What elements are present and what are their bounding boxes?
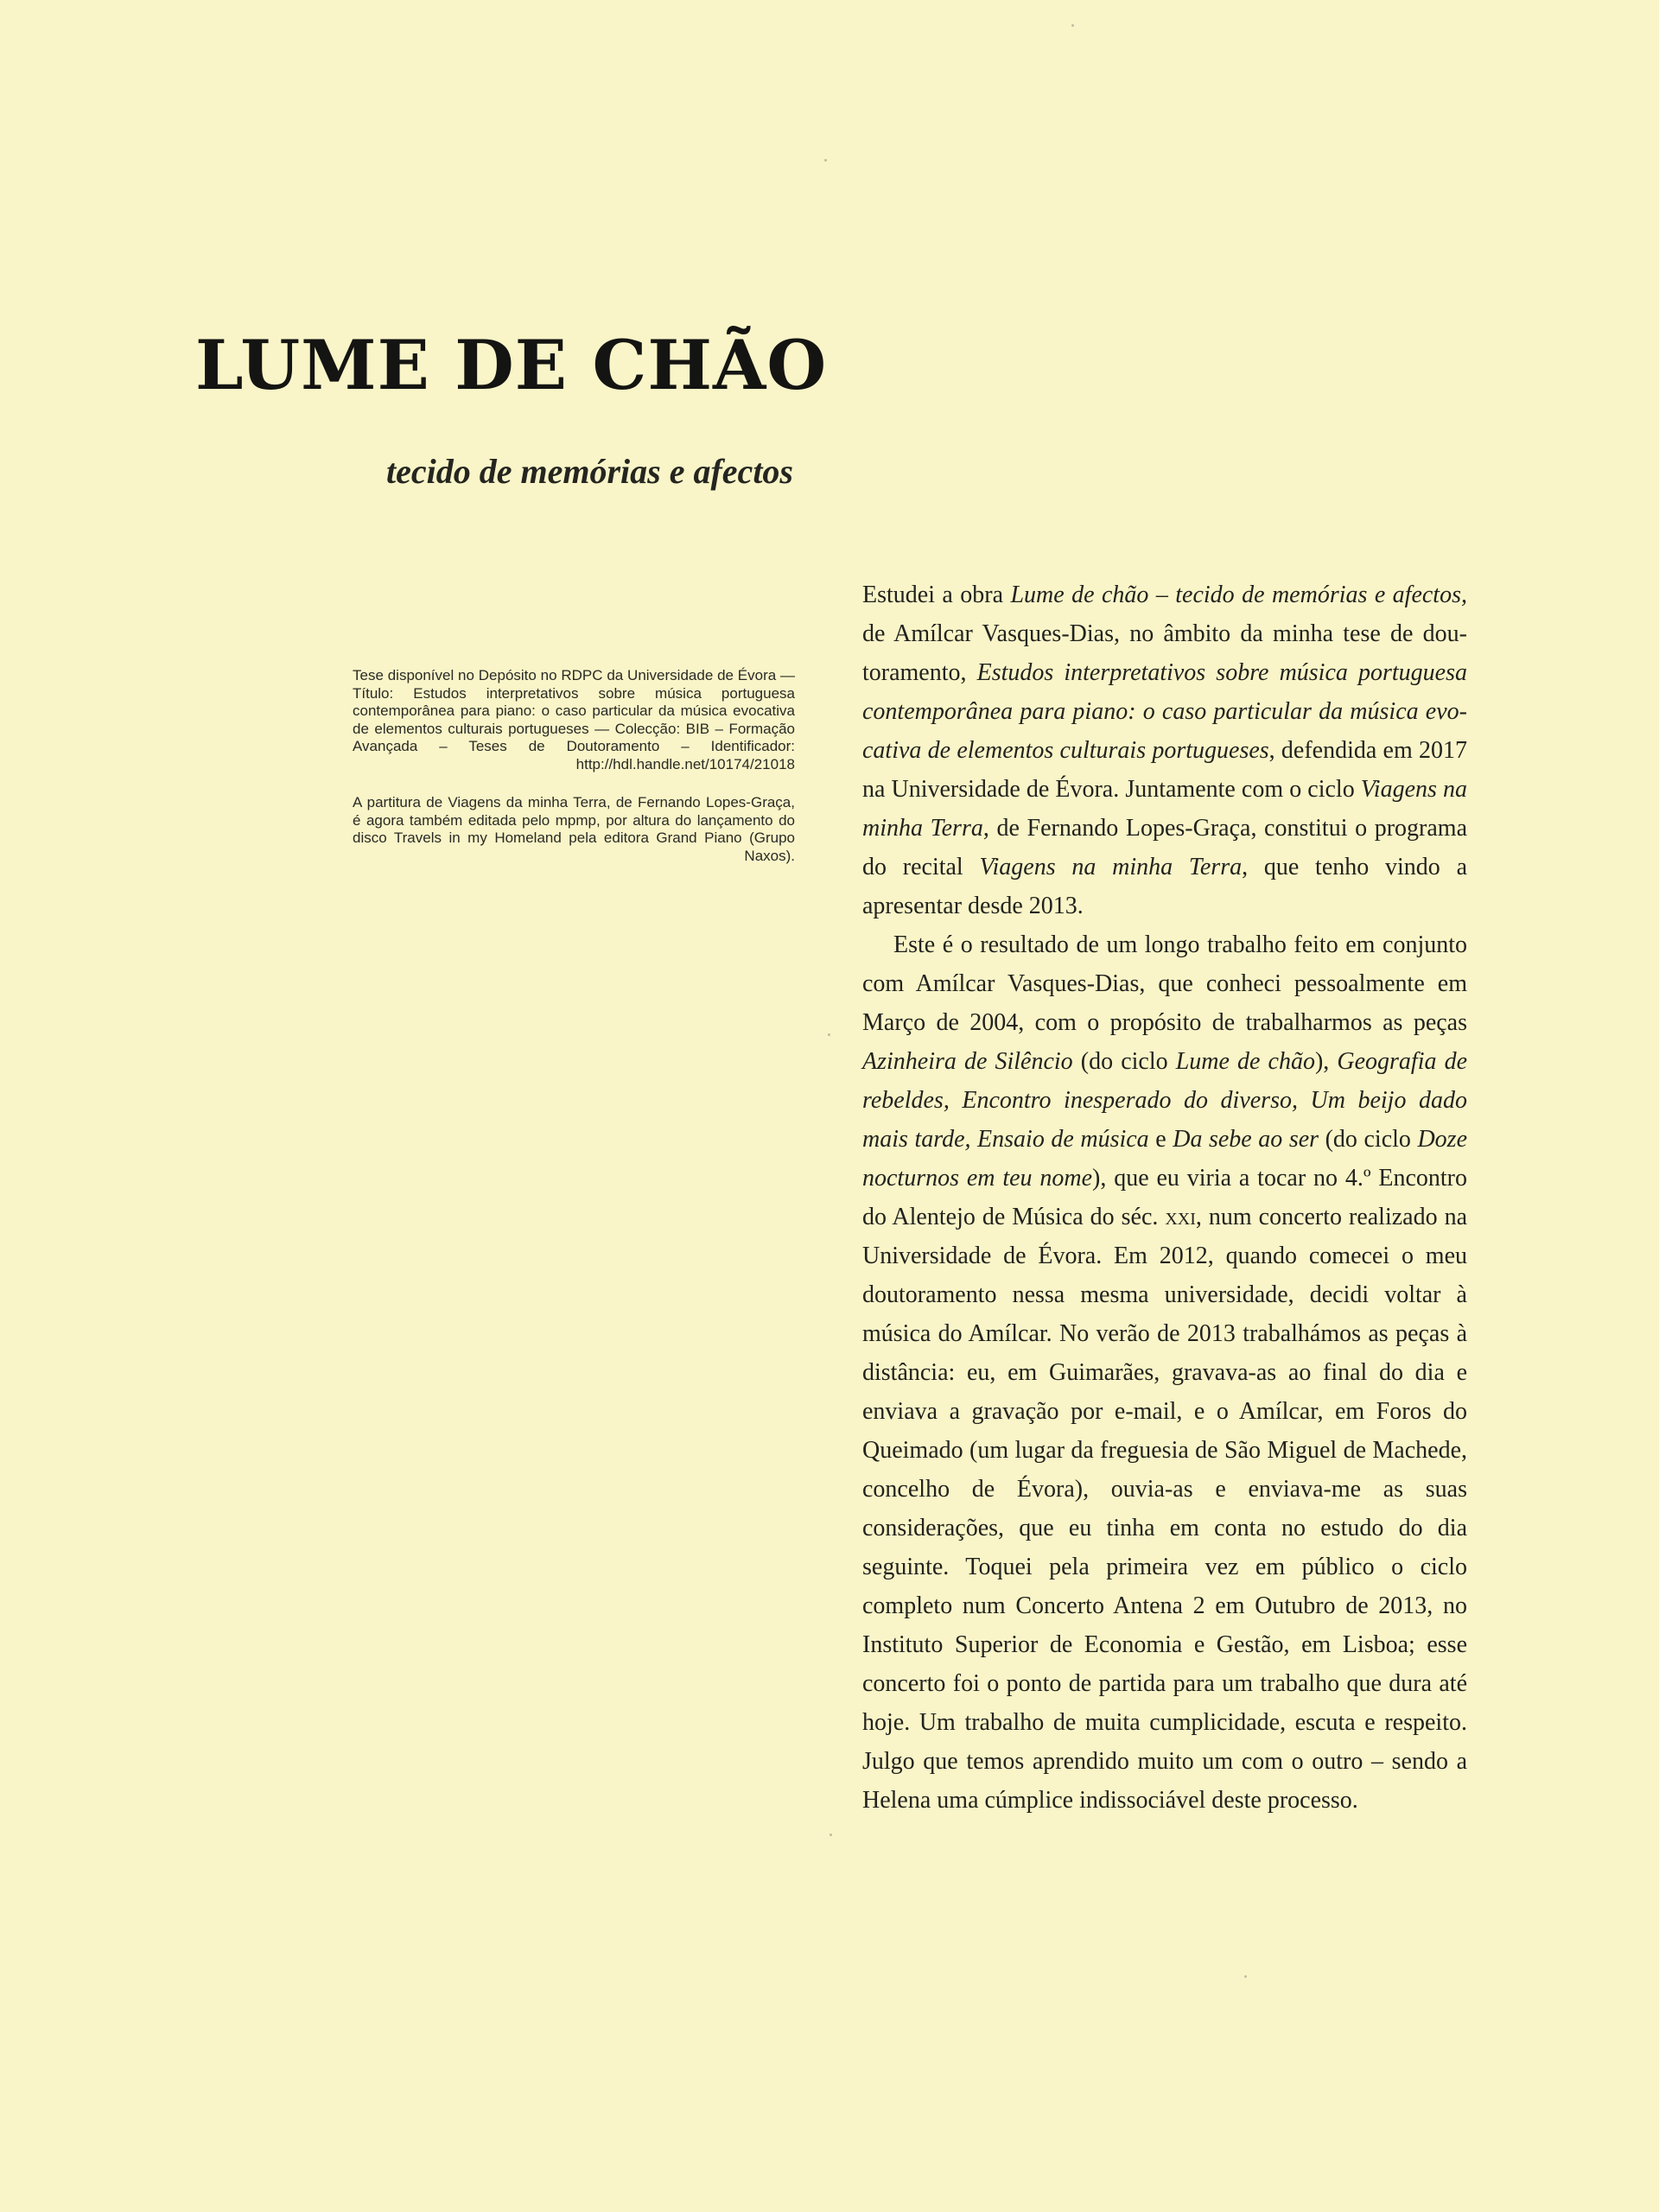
text-run: de Amílcar Vasques-Dias, no âmbito da minha tese de doutoramento, (862, 620, 1467, 686)
text-run: ), que eu viria a tocar no 4.º Encontro do Alentejo de Música do séc. (862, 1165, 1467, 1230)
thesis-note: Tese disponível no Depósito no RDPC da Universidade de Évora — Título: Estudos interpretativos sobre música portuguesa contemporânea para piano: o caso particular da música evocativa de elementos culturais portugueses — Colecção: BIB – Formação Avançada – Teses de Doutoramento – Identificador: http://hdl.handle.net/10174/21018 (353, 667, 795, 772)
italic-run: Estudos interpretativos sobre música portuguesa contemporânea para piano: o caso particular da música evocativa de elementos culturais portugueses (862, 659, 1467, 764)
paper-speck (1071, 24, 1074, 27)
main-text (862, 575, 1467, 1820)
text-run: , de Fernando Lopes-Graça, constitui o programa do recital (862, 815, 1467, 880)
paper-speck (824, 159, 827, 162)
text-run: Este é o resultado de um longo trabalho feito em conjunto com Amílcar Vasques-Dias, que conheci pessoalmente em Março de 2004, com o propósito de trabalharmos as peças (862, 931, 1467, 1036)
italic-run: Viagens na minha Terra (979, 854, 1243, 880)
text-run: (do ciclo (1072, 1048, 1176, 1075)
paper-speck (1244, 1975, 1247, 1978)
italic-run: Doze nocturnos em teu nome (862, 1126, 1467, 1192)
page-subtitle: tecido de memórias e afectos (386, 452, 793, 491)
italic-run: Lume de chão – tecido de memórias e afectos, (1010, 582, 1467, 608)
paper-speck (830, 1834, 832, 1836)
italic-run: Geografia de rebeldes, Encontro inesperado do diverso, Um beijo dado mais tarde, Ensaio de música (862, 1048, 1468, 1153)
italic-run: Da sebe ao ser (1173, 1126, 1319, 1153)
text-run: Estudei a obra (862, 582, 1011, 608)
score-note: A partitura de Viagens da minha Terra, de Fernando Lopes-Graça, é agora também editada pelo mpmp, por altura do lançamento do disco Travels in my Homeland pela editora Grand Piano (Grupo Naxos). (353, 794, 795, 864)
page-title: LUME DE CHÃO (195, 325, 828, 405)
paragraph-2 (862, 925, 1467, 1820)
text-run: (do ciclo (1319, 1126, 1418, 1153)
text-run: , num concerto realizado na Universidade de Évora. Em 2012, quando comecei o meu doutoramento nessa mesma universidade, decidi voltar à música do Amílcar. No verão de 2013 trabalhámos as peças à distância: eu, em Guimarães, gravava-as ao final do dia e enviava a gravação por e-mail, e o Amílcar, em Foros do Queimado (um lugar da freguesia de São Miguel de Machede, concelho de Évora), ouvia-as e enviava-me as suas considerações, que eu tinha em conta no estudo do dia seguinte. Toquei pela primeira vez em público o ciclo completo num Concerto Antena 2 em Outubro de 2013, no Instituto Superior de Economia e Gestão, em Lisboa; esse concerto foi o ponto de partida para um trabalho que dura até hoje. Um trabalho de muita cumplicidade, escuta e respeito. Julgo que temos aprendido muito um com o outro – sendo a Helena uma cúmplice indissociável deste processo. (862, 1204, 1468, 1814)
text-run: e (1148, 1126, 1173, 1153)
small-caps-run: xxi (1165, 1204, 1196, 1230)
italic-run: Viagens na minha Terra (862, 776, 1467, 842)
italic-run: Azinheira de Silêncio (862, 1048, 1073, 1075)
text-run: , que tenho vindo a apresentar desde 2013. (862, 854, 1467, 919)
text-run: , defendida em 2017 na Universidade de Évora. Juntamente com o ciclo (862, 737, 1468, 803)
paper-speck (828, 1033, 830, 1036)
paragraph-1 (862, 575, 1467, 925)
italic-run: Lume de chão (1175, 1048, 1315, 1075)
text-run: ), (1314, 1048, 1338, 1075)
side-notes (353, 667, 795, 886)
